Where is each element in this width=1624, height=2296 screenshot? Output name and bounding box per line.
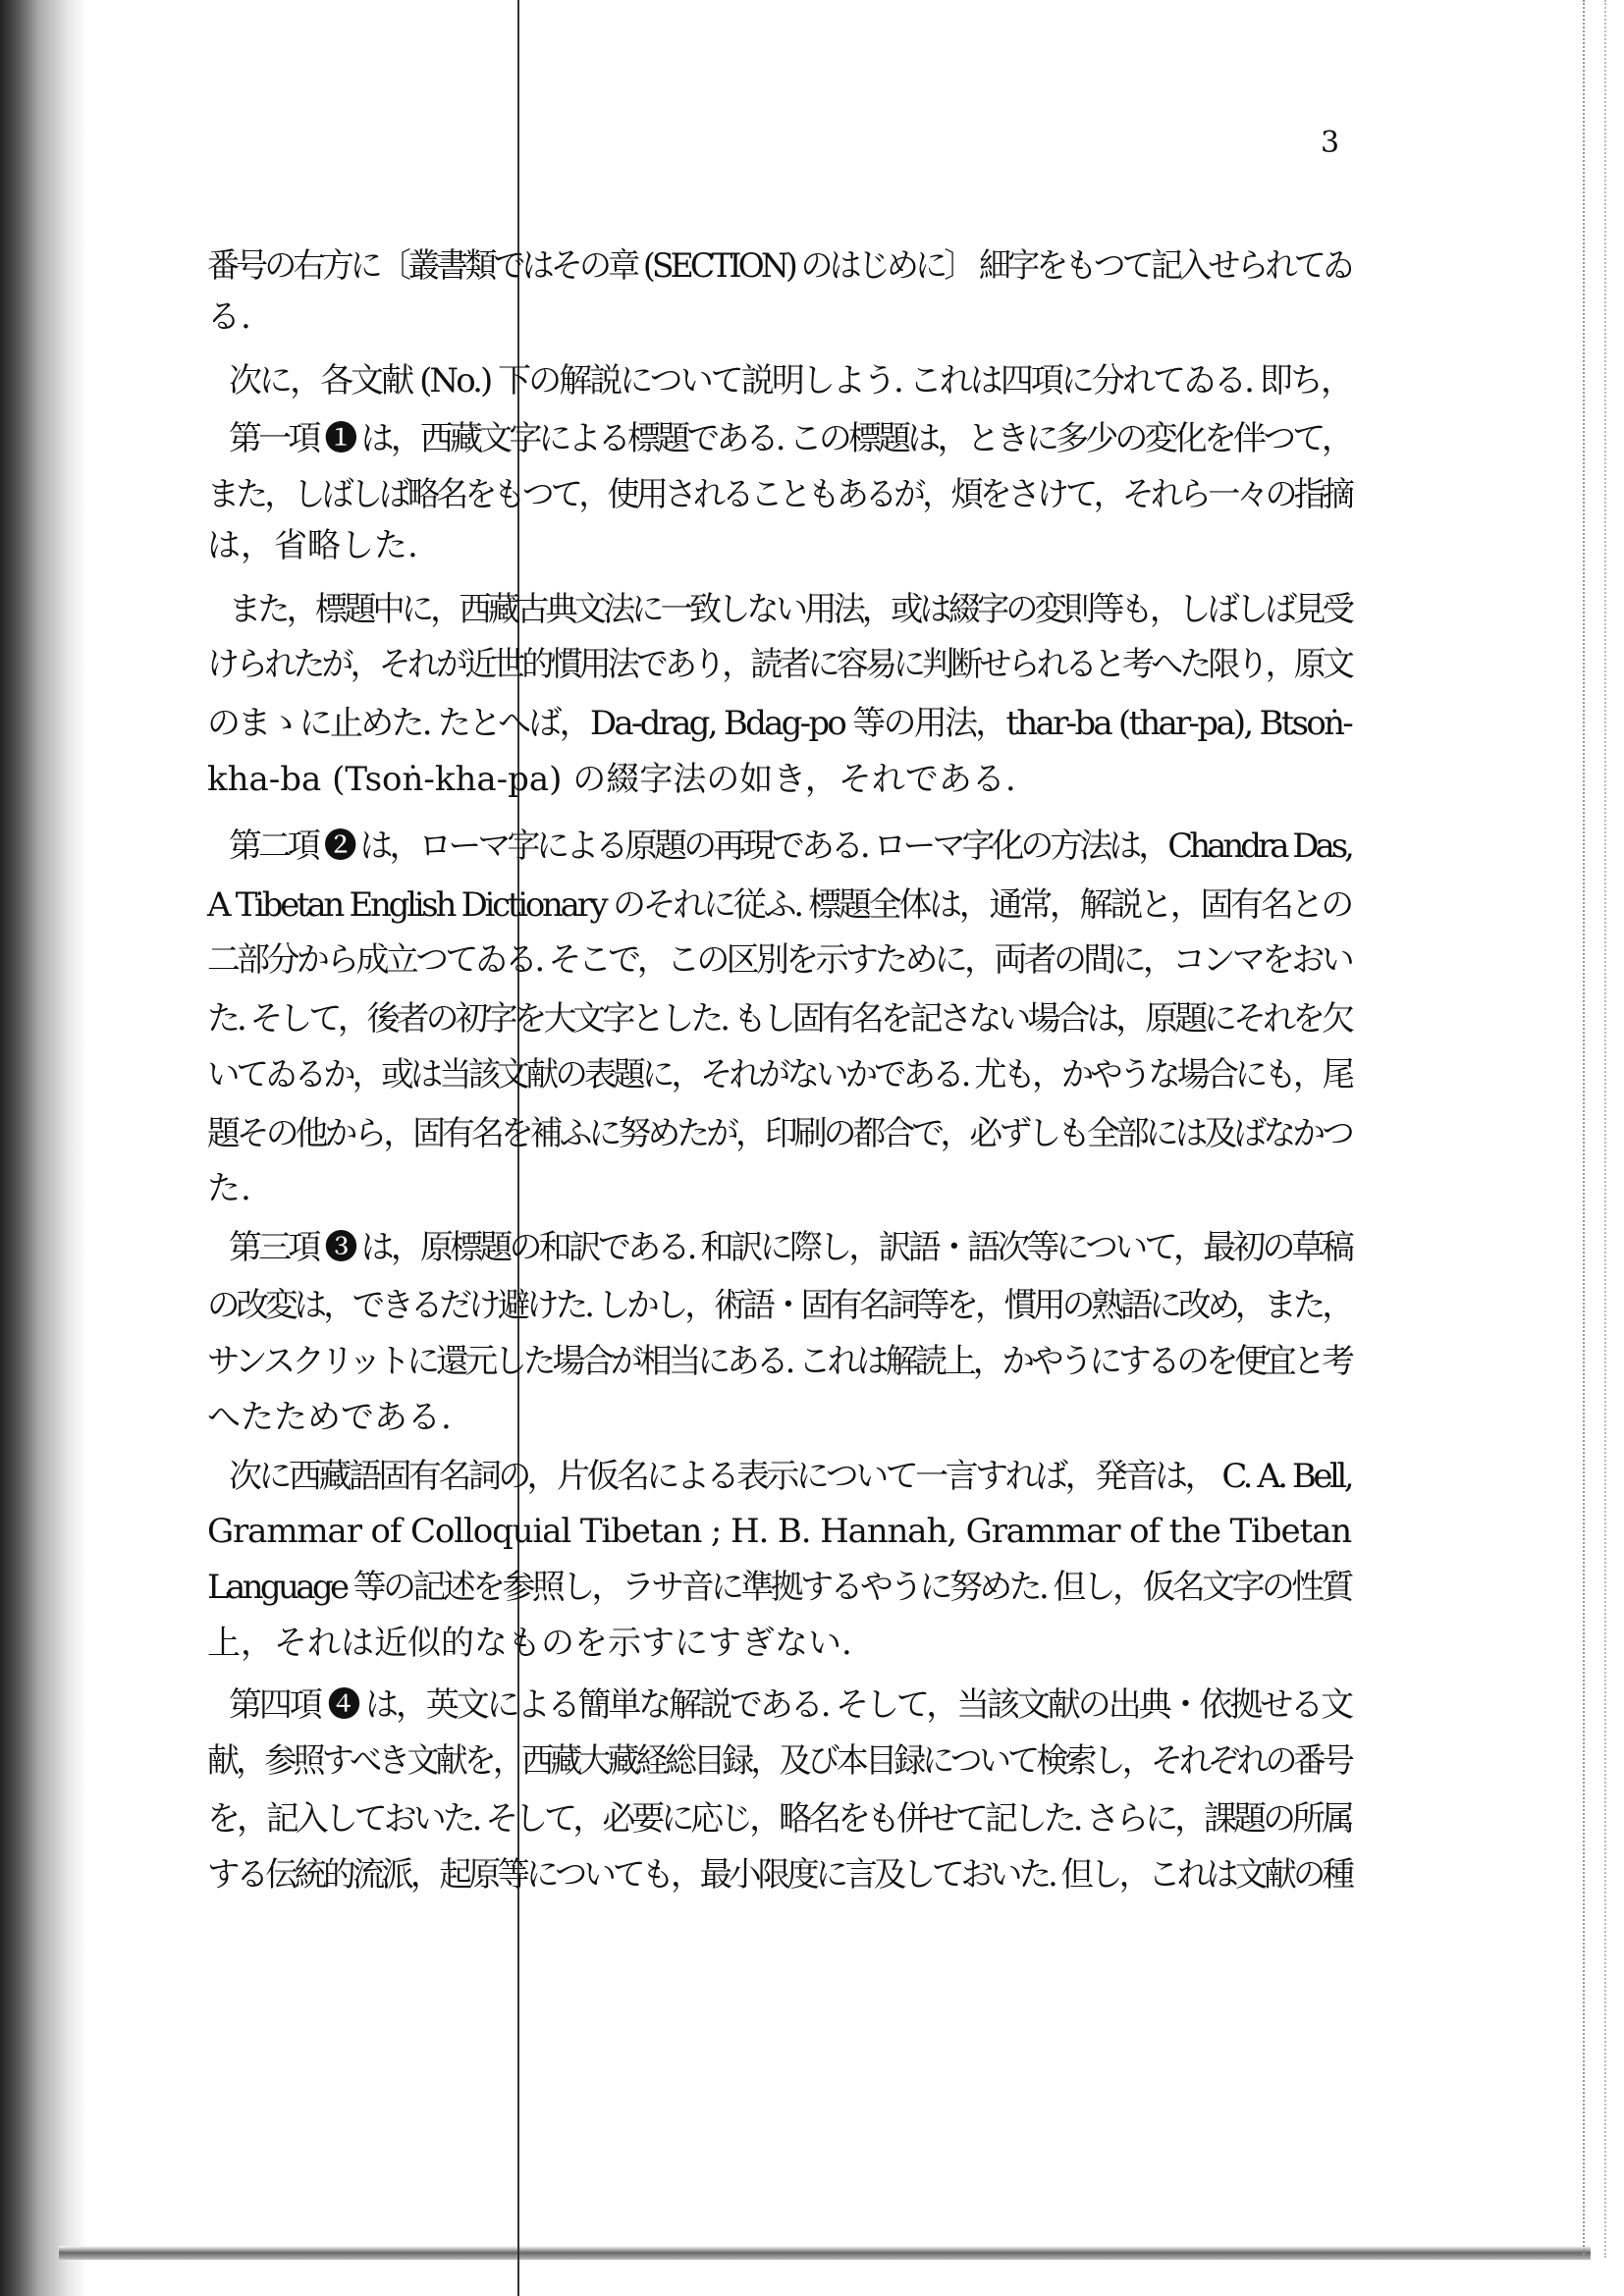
text-line: サンスクリットに還元した場合が相当にある. これは解読上，かやうにするのを便宜と考 [207,1342,1351,1381]
text-line: を，記入しておいた. そして，必要に応じ，略名をも併せて記した. さらに，課題の所属 [207,1799,1351,1839]
text-line: 献，参照すべき文献を，西藏大藏経総目録，及び本目録について検索し，それぞれの番号 [207,1741,1351,1781]
text-line: 第四項 ❹ は，英文による簡単な解説である. そして，当該文献の出典・依拠せる文 [229,1685,1351,1725]
page-number: 3 [1321,126,1340,160]
text-line: A Tibetan English Dictionary のそれに従ふ. 標題全体は，通常，解説と，固有名との [207,885,1351,925]
scan-shadow-left [0,0,88,2296]
text-line: いてゐるか，或は当該文献の表題に，それがないかである. 尤も，かやうな場合にも，尾 [207,1055,1351,1095]
text-line: 第三項 ❸ は，原標題の和訳である. 和訳に際し，訳語・語次等について，最初の草稿 [229,1228,1351,1267]
text-line: 番号の右方に〔叢書類ではその章 (SECTION) のはじめに〕 細字をもつて記入せられてゐ [207,246,1351,286]
text-line: 第二項 ❷ は，ローマ字による原題の再現である. ローマ字化の方法は，Chandra Das, [229,827,1351,866]
text-line: た. そして，後者の初字を大文字とした. もし固有名を記さない場合は，原題にそれを欠 [207,999,1351,1039]
text-line: へたためである. [207,1398,452,1437]
text-line: 第一項 ❶ は，西藏文字による標題である. この標題は，ときに多少の変化を伴つて， [229,419,1351,458]
scan-binding-edge-right [1583,0,1606,2258]
text-line: Language 等の記述を参照し，ラサ音に準拠するやうに努めた. 但し，仮名文字の性質 [207,1568,1351,1607]
text-line: けられたが，それが近世的慣用法であり，読者に容易に判断せられると考へた限り，原文 [207,645,1351,684]
text-line: また，しばしば略名をもつて，使用されることもあるが，煩をさけて，それら一々の指摘 [207,475,1351,514]
text-line: 上，それは近似的なものを示すにすぎない. [207,1624,852,1663]
text-line: する伝統的流派，起原等についても，最小限度に言及しておいた. 但し，これは文献の種 [207,1855,1351,1895]
text-line: の改変は，できるだけ避けた. しかし，術語・固有名詞等を，慣用の熟語に改め，また， [207,1286,1351,1325]
text-line: 次に，各文献 (No.) 下の解説について説明しよう. これは四項に分れてゐる. 即ち， [229,361,1351,400]
scan-shadow-bottom [59,2246,1591,2260]
text-line: 次に西藏語固有名詞の，片仮名による表示について一言すれば，発音は， C. A. Bell, [229,1457,1351,1496]
text-line: のまゝに止めた. たとへば，Da-drag, Bdag-po 等の用法，thar-ba (thar-pa), Btsoṅ- [207,704,1351,743]
text-line: た. [207,1169,251,1208]
text-line: また，標題中に，西藏古典文法に一致しない用法，或は綴字の変則等も，しばしば見受 [229,590,1351,629]
text-line: kha-ba (Tsoṅ-kha-pa) の綴字法の如き，それである. [207,760,1016,799]
text-line: 題その他から，固有名を補ふに努めたが，印刷の都合で，必ずしも全部には及ばなかつ [207,1114,1351,1153]
text-line: Grammar of Colloquial Tibetan ; H. B. Hannah, Grammar of the Tibetan [207,1512,1351,1551]
text-line: る. [207,297,251,337]
text-line: 二部分から成立つてゐる. そこで，この区別を示すために，両者の間に，コンマをおい [207,940,1351,980]
text-line: は，省略した. [207,526,418,565]
